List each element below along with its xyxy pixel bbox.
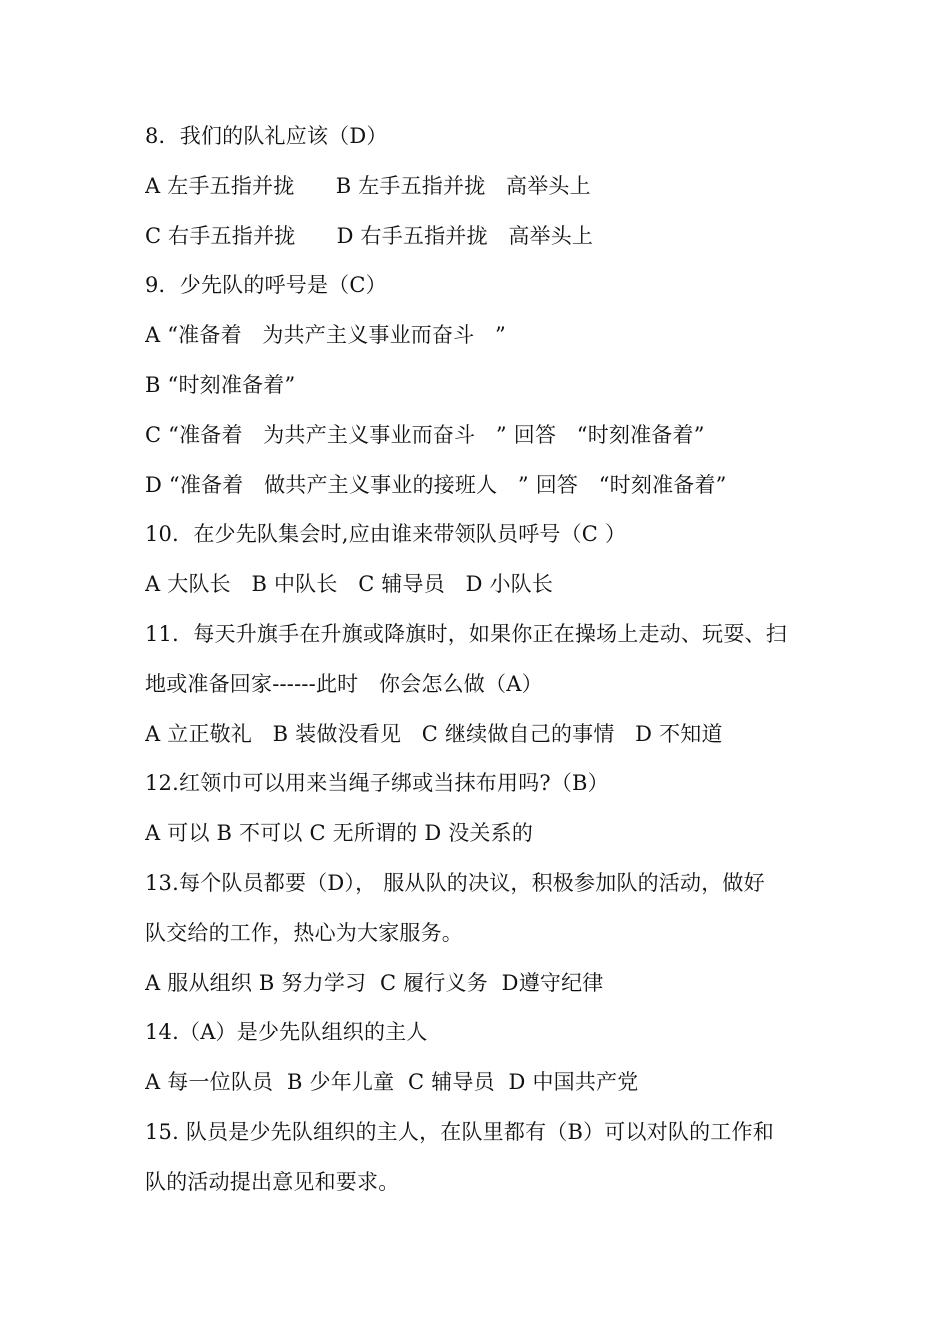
- question-10-options: A 大队长 B 中队长 C 辅导员 D 小队长: [145, 572, 554, 597]
- question-12: 12.红领巾可以用来当绳子绑或当抹布用吗?（B）: [145, 771, 609, 796]
- question-9-option-d: D “准备着 做共产主义事业的接班人 ” 回答 “时刻准备着”: [145, 472, 727, 497]
- question-13-continued: 队交给的工作，热心为大家服务。: [145, 920, 463, 945]
- question-9-option-a: A “准备着 为共产主义事业而奋斗 ”: [145, 323, 506, 348]
- document-body: [145, 112, 825, 1208]
- question-11: 11．每天升旗手在升旗或降旗时，如果你正在操场上走动、玩耍、扫: [145, 621, 787, 646]
- question-8-options-ab: A 左手五指并拢 B 左手五指并拢 高举头上: [145, 173, 591, 198]
- question-10: 10．在少先队集会时,应由谁来带领队员呼号（C ）: [145, 522, 627, 547]
- question-8-options-cd: C 右手五指并拢 D 右手五指并拢 高举头上: [145, 223, 594, 248]
- question-11-options: A 立正敬礼 B 装做没看见 C 继续做自己的事情 D 不知道: [145, 721, 723, 746]
- question-14: 14.（A）是少先队组织的主人: [145, 1020, 428, 1045]
- question-9-option-b: B “时刻准备着”: [145, 372, 296, 397]
- question-15-continued: 队的活动提出意见和要求。: [145, 1169, 400, 1194]
- question-14-options: A 每一位队员 B 少年儿童 C 辅导员 D 中国共产党: [145, 1070, 639, 1095]
- question-9-option-c: C “准备着 为共产主义事业而奋斗 ” 回答 “时刻准备着”: [145, 422, 705, 447]
- question-13: 13.每个队员都要（D）， 服从队的决议，积极参加队的活动，做好: [145, 870, 765, 895]
- question-12-options: A 可以 B 不可以 C 无所谓的 D 没关系的: [145, 821, 534, 846]
- question-11-continued: 地或准备回家------此时 你会怎么做（A）: [145, 671, 543, 696]
- question-8: 8．我们的队礼应该（D）: [145, 124, 388, 148]
- question-13-options: A 服从组织 B 努力学习 C 履行义务 D遵守纪律: [145, 970, 604, 995]
- question-15: 15. 队员是少先队组织的主人，在队里都有（B）可以对队的工作和: [145, 1119, 774, 1144]
- question-9: 9．少先队的呼号是（C）: [145, 273, 387, 298]
